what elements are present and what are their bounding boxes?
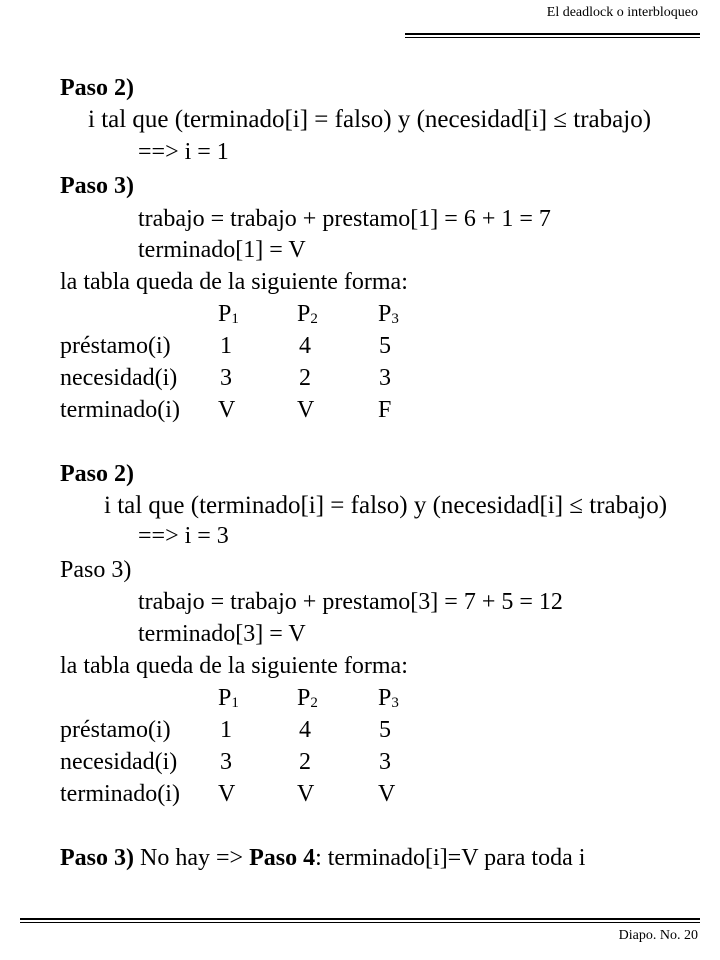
terminado-line-1: terminado[1] = V [138,237,306,263]
final-paso3-label: Paso 3) [60,845,134,871]
cell: V [297,781,315,807]
slide-number: Diapo. No. 20 [618,928,698,943]
condition-2: i tal que (terminado[i] = falso) y (necesidad[i] ≤ trabajo) [104,492,668,519]
cell: 3 [220,365,232,391]
cell: V [378,781,396,807]
table-header-p3: $P_3$ [378,685,399,711]
tabla-intro-1: la tabla queda de la siguiente forma: [60,269,408,295]
table-header-p2: $P_2$ [297,301,318,327]
footer-rule [20,918,700,920]
header-rule-thin [405,37,700,38]
footer-rule-thin [20,922,700,923]
header-rule [405,33,700,35]
row-label-terminado: terminado(i) [60,781,180,807]
table-header-p1: $P_1$ [218,301,239,327]
cell: 3 [220,749,232,775]
paso3-label-2: Paso 3) [60,557,132,583]
cell: 5 [379,333,391,359]
cell: 3 [379,365,391,391]
trabajo-line-2: trabajo = trabajo + prestamo[3] = 7 + 5 = 12 [138,589,563,615]
cell: 1 [220,333,232,359]
tabla-intro-2: la tabla queda de la siguiente forma: [60,653,408,679]
table-header-p1: $P_1$ [218,685,239,711]
final-tail: : terminado[i]=V para toda i [315,845,586,871]
cell: 4 [299,333,311,359]
paso3-label-1: Paso 3) [60,173,134,199]
row-label-terminado: terminado(i) [60,397,180,423]
final-middle: No hay => [134,845,250,871]
result-2: ==> i = 3 [138,523,229,549]
cell: V [218,781,236,807]
row-label-necesidad: necesidad(i) [60,365,178,391]
row-label-prestamo: préstamo(i) [60,717,171,743]
paso2-label-1: Paso 2) [60,75,134,101]
cell: 1 [220,717,232,743]
cell: 3 [379,749,391,775]
terminado-line-2: terminado[3] = V [138,621,306,647]
cell: 4 [299,717,311,743]
final-line [60,844,585,872]
trabajo-line-1: trabajo = trabajo + prestamo[1] = 6 + 1 = 7 [138,206,551,232]
table-header-p2: $P_2$ [297,685,318,711]
header-title: El deadlock o interbloqueo [546,5,698,20]
row-label-prestamo: préstamo(i) [60,333,171,359]
cell: F [378,397,392,423]
cell: V [218,397,236,423]
cell: 5 [379,717,391,743]
paso2-label-2: Paso 2) [60,461,134,487]
cell: 2 [299,365,311,391]
result-1: ==> i = 1 [138,139,229,165]
final-paso4-label: Paso 4 [249,845,316,871]
row-label-necesidad: necesidad(i) [60,749,178,775]
condition-1: i tal que (terminado[i] = falso) y (necesidad[i] ≤ trabajo) [88,106,652,133]
cell: V [297,397,315,423]
table-header-p3: $P_3$ [378,301,399,327]
cell: 2 [299,749,311,775]
